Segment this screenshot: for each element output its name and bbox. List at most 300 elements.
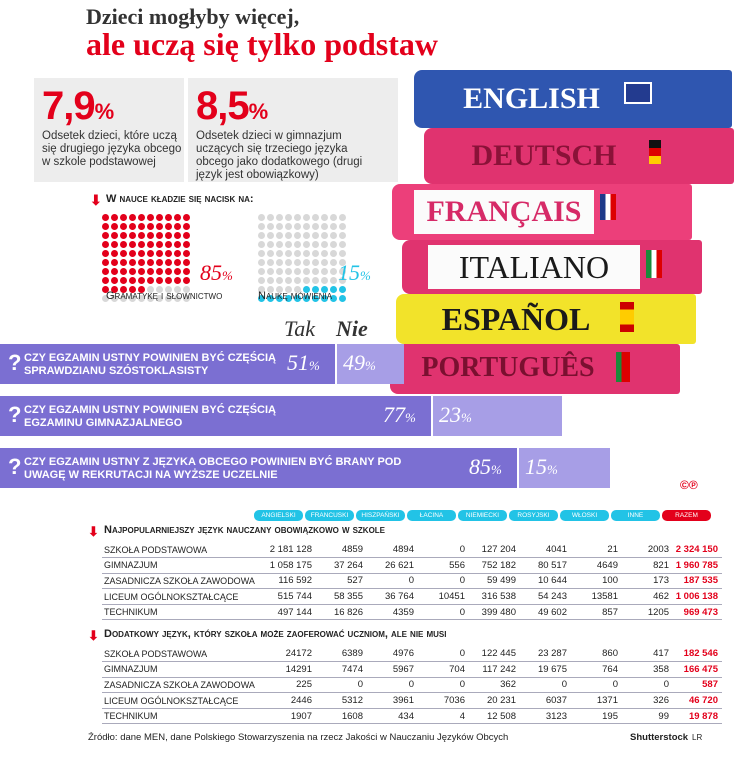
row-label: LICEUM OGÓLNOKSZTAŁCĄCE bbox=[102, 589, 265, 605]
poll-row bbox=[0, 396, 755, 436]
value-cell: 225 bbox=[265, 677, 316, 693]
dot-filled bbox=[147, 250, 154, 257]
dot-empty bbox=[312, 232, 319, 239]
dot-filled bbox=[129, 232, 136, 239]
value-cell: 0 bbox=[367, 677, 418, 693]
dot-filled bbox=[111, 250, 118, 257]
speaking-label: Naukę mówienia bbox=[258, 290, 333, 302]
value-cell: 100 bbox=[571, 573, 622, 589]
dot-empty bbox=[258, 277, 265, 284]
question-mark-icon: ? bbox=[8, 454, 22, 479]
row-label: ZASADNICZA SZKOŁA ZAWODOWA bbox=[102, 677, 265, 693]
dot-empty bbox=[312, 259, 319, 266]
stat-box-1 bbox=[34, 78, 184, 182]
dot-filled bbox=[138, 259, 145, 266]
value-cell: 4894 bbox=[367, 542, 418, 558]
value-cell: 3123 bbox=[520, 708, 571, 724]
dot-empty bbox=[312, 223, 319, 230]
dot-empty bbox=[267, 241, 274, 248]
value-cell: 462 bbox=[622, 589, 673, 605]
table-column-headers bbox=[254, 510, 713, 521]
dot-filled bbox=[183, 223, 190, 230]
value-cell: 4041 bbox=[520, 542, 571, 558]
dot-empty bbox=[303, 277, 310, 284]
dot-filled bbox=[120, 223, 127, 230]
dot-filled bbox=[111, 268, 118, 275]
dot-filled bbox=[183, 232, 190, 239]
value-cell: 80 517 bbox=[520, 558, 571, 574]
value-cell: 7036 bbox=[418, 693, 469, 709]
dot-empty bbox=[330, 232, 337, 239]
value-cell: 326 bbox=[622, 693, 673, 709]
footer-source: Źródło: dane MEN, dane Polskiego Stowarzyszenia na rzecz Jakości w Nauczaniu Języków Obcych bbox=[88, 732, 509, 743]
book-deutsch bbox=[424, 128, 734, 184]
dot-filled bbox=[129, 223, 136, 230]
poll-yes-value: 77% bbox=[383, 402, 416, 427]
row-label: GIMNAZJUM bbox=[102, 558, 265, 574]
footer-credit: Shutterstock bbox=[630, 732, 689, 743]
dot-filled bbox=[174, 223, 181, 230]
dot-filled bbox=[147, 268, 154, 275]
dot-empty bbox=[303, 250, 310, 257]
value-cell: 527 bbox=[316, 573, 367, 589]
dot-filled bbox=[165, 259, 172, 266]
value-cell: 13581 bbox=[571, 589, 622, 605]
poll-no-value: 49% bbox=[343, 350, 376, 375]
stat-1-value: 7,9% bbox=[42, 84, 114, 128]
dot-empty bbox=[330, 268, 337, 275]
poll-header-yes: Tak bbox=[284, 316, 315, 341]
dot-empty bbox=[276, 214, 283, 221]
dot-filled bbox=[147, 214, 154, 221]
value-cell: 116 592 bbox=[265, 573, 316, 589]
dot-empty bbox=[276, 268, 283, 275]
dot-empty bbox=[267, 268, 274, 275]
title-line1: Dzieci mogłyby więcej, bbox=[86, 4, 300, 29]
value-cell: 2446 bbox=[265, 693, 316, 709]
value-cell: 26 621 bbox=[367, 558, 418, 574]
value-cell: 5967 bbox=[367, 662, 418, 678]
row-label: SZKOŁA PODSTAWOWA bbox=[102, 542, 265, 558]
dot-empty bbox=[276, 250, 283, 257]
dot-filled bbox=[165, 277, 172, 284]
dot-empty bbox=[294, 214, 301, 221]
value-cell: 860 bbox=[571, 646, 622, 662]
dot-filled bbox=[138, 250, 145, 257]
table-row bbox=[102, 662, 722, 678]
dot-filled bbox=[120, 268, 127, 275]
spanish-flag-icon bbox=[620, 302, 634, 332]
dot-filled bbox=[156, 277, 163, 284]
column-header: ROSYJSKI bbox=[509, 510, 558, 521]
table-row bbox=[102, 589, 722, 605]
value-cell: 117 242 bbox=[469, 662, 520, 678]
dot-filled bbox=[102, 232, 109, 239]
value-cell: 21 bbox=[571, 542, 622, 558]
poll-header-no: Nie bbox=[336, 316, 368, 341]
total-cell: 187 535 bbox=[673, 573, 722, 589]
dot-filled bbox=[147, 223, 154, 230]
dot-filled bbox=[111, 232, 118, 239]
value-cell: 316 538 bbox=[469, 589, 520, 605]
dot-filled bbox=[156, 214, 163, 221]
dot-filled bbox=[120, 250, 127, 257]
dot-empty bbox=[303, 214, 310, 221]
dot-empty bbox=[330, 223, 337, 230]
dot-empty bbox=[303, 241, 310, 248]
dot-filled bbox=[165, 232, 172, 239]
emphasis-heading: W nauce kładzie się nacisk na: bbox=[106, 193, 254, 205]
book-espanol-label: ESPAÑOL bbox=[416, 297, 616, 341]
value-cell: 0 bbox=[367, 573, 418, 589]
dot-filled bbox=[138, 214, 145, 221]
dot-empty bbox=[303, 232, 310, 239]
column-header: RAZEM bbox=[662, 510, 711, 521]
value-cell: 362 bbox=[469, 677, 520, 693]
dot-filled bbox=[174, 268, 181, 275]
dot-empty bbox=[285, 223, 292, 230]
value-cell: 195 bbox=[571, 708, 622, 724]
book-deutsch-label: DEUTSCH bbox=[444, 136, 644, 176]
dot-empty bbox=[258, 223, 265, 230]
dot-filled bbox=[147, 232, 154, 239]
value-cell: 12 508 bbox=[469, 708, 520, 724]
stat-box-2 bbox=[188, 78, 398, 182]
dot-filled bbox=[138, 232, 145, 239]
dot-empty bbox=[258, 232, 265, 239]
table1-title: Najpopularniejszy język nauczany obowiązkowo w szkole bbox=[104, 524, 386, 536]
dot-filled bbox=[156, 232, 163, 239]
value-cell: 6037 bbox=[520, 693, 571, 709]
dot-filled bbox=[102, 268, 109, 275]
dot-empty bbox=[321, 259, 328, 266]
dot-empty bbox=[294, 241, 301, 248]
total-cell: 19 878 bbox=[673, 708, 722, 724]
value-cell: 515 744 bbox=[265, 589, 316, 605]
dot-filled bbox=[147, 259, 154, 266]
value-cell: 0 bbox=[418, 573, 469, 589]
dot-filled bbox=[120, 241, 127, 248]
dot-empty bbox=[294, 223, 301, 230]
dot-filled bbox=[174, 241, 181, 248]
dot-empty bbox=[339, 214, 346, 221]
dot-empty bbox=[267, 223, 274, 230]
value-cell: 0 bbox=[418, 604, 469, 620]
row-label: LICEUM OGÓLNOKSZTAŁCĄCE bbox=[102, 693, 265, 709]
value-cell: 14291 bbox=[265, 662, 316, 678]
dot-empty bbox=[258, 250, 265, 257]
poll-no-value: 15% bbox=[525, 454, 558, 479]
value-cell: 24172 bbox=[265, 646, 316, 662]
dot-empty bbox=[285, 232, 292, 239]
arrow-down-icon: ⬇ bbox=[90, 192, 102, 208]
dot-empty bbox=[321, 268, 328, 275]
poll-yes-value: 85% bbox=[469, 454, 502, 479]
dot-filled bbox=[165, 214, 172, 221]
dot-empty bbox=[339, 223, 346, 230]
dot-filled bbox=[138, 268, 145, 275]
dot-filled bbox=[174, 259, 181, 266]
dot-empty bbox=[294, 259, 301, 266]
dot-empty bbox=[330, 277, 337, 284]
row-label: GIMNAZJUM bbox=[102, 662, 265, 678]
value-cell: 4976 bbox=[367, 646, 418, 662]
column-header: INNE bbox=[611, 510, 660, 521]
poll-yes-value: 51% bbox=[287, 350, 320, 375]
table-row bbox=[102, 573, 722, 589]
dot-empty bbox=[321, 223, 328, 230]
value-cell: 2 181 128 bbox=[265, 542, 316, 558]
speaking-percent: 15% bbox=[338, 260, 371, 285]
dot-empty bbox=[312, 241, 319, 248]
dot-filled bbox=[129, 241, 136, 248]
dot-empty bbox=[285, 259, 292, 266]
table-row bbox=[102, 693, 722, 709]
dot-filled bbox=[111, 259, 118, 266]
dot-empty bbox=[294, 232, 301, 239]
value-cell: 0 bbox=[418, 646, 469, 662]
dot-filled bbox=[120, 259, 127, 266]
value-cell: 0 bbox=[418, 542, 469, 558]
value-cell: 4 bbox=[418, 708, 469, 724]
value-cell: 704 bbox=[418, 662, 469, 678]
value-cell: 556 bbox=[418, 558, 469, 574]
dot-filled bbox=[183, 214, 190, 221]
dot-filled bbox=[165, 241, 172, 248]
stat-2-value: 8,5% bbox=[196, 84, 268, 128]
book-francais bbox=[392, 184, 692, 240]
value-cell: 0 bbox=[520, 677, 571, 693]
grammar-label: Gramatykę i słownictwo bbox=[106, 290, 223, 302]
dot-empty bbox=[312, 277, 319, 284]
dot-empty bbox=[267, 277, 274, 284]
total-cell: 182 546 bbox=[673, 646, 722, 662]
dot-grid-speaking bbox=[258, 214, 346, 302]
dot-filled bbox=[129, 214, 136, 221]
dot-filled bbox=[147, 241, 154, 248]
dot-empty bbox=[330, 214, 337, 221]
uk-flag-icon bbox=[624, 82, 652, 104]
dot-empty bbox=[267, 259, 274, 266]
book-english bbox=[414, 70, 732, 128]
dot-empty bbox=[285, 268, 292, 275]
dot-filled bbox=[102, 250, 109, 257]
value-cell: 2003 bbox=[622, 542, 673, 558]
dot-filled bbox=[111, 223, 118, 230]
value-cell: 6389 bbox=[316, 646, 367, 662]
dot-filled bbox=[165, 268, 172, 275]
column-header: ANGIELSKI bbox=[254, 510, 303, 521]
value-cell: 4859 bbox=[316, 542, 367, 558]
dot-empty bbox=[330, 259, 337, 266]
value-cell: 54 243 bbox=[520, 589, 571, 605]
dot-empty bbox=[312, 268, 319, 275]
value-cell: 4359 bbox=[367, 604, 418, 620]
dot-empty bbox=[303, 223, 310, 230]
dot-empty bbox=[294, 277, 301, 284]
total-cell: 166 475 bbox=[673, 662, 722, 678]
value-cell: 58 355 bbox=[316, 589, 367, 605]
row-label: SZKOŁA PODSTAWOWA bbox=[102, 646, 265, 662]
dot-filled bbox=[156, 223, 163, 230]
dot-empty bbox=[258, 214, 265, 221]
dot-empty bbox=[312, 214, 319, 221]
value-cell: 0 bbox=[316, 677, 367, 693]
table-row bbox=[102, 558, 722, 574]
dot-empty bbox=[321, 250, 328, 257]
dot-filled bbox=[183, 259, 190, 266]
value-cell: 16 826 bbox=[316, 604, 367, 620]
value-cell: 36 764 bbox=[367, 589, 418, 605]
table-row bbox=[102, 542, 722, 558]
dot-filled bbox=[174, 250, 181, 257]
dot-empty bbox=[258, 241, 265, 248]
cc-mark: ©℗ bbox=[680, 478, 698, 492]
dot-empty bbox=[294, 268, 301, 275]
poll-question: CZY EGZAMIN USTNY Z JĘZYKA OBCEGO POWINIEN BYĆ BRANY POD UWAGĘ W REKRUTACJI NA WYŻSZE UCZELNIE bbox=[24, 456, 402, 481]
value-cell: 358 bbox=[622, 662, 673, 678]
column-header: FRANCUSKI bbox=[305, 510, 354, 521]
value-cell: 173 bbox=[622, 573, 673, 589]
dot-filled bbox=[174, 232, 181, 239]
poll-row bbox=[0, 448, 755, 488]
dot-filled bbox=[339, 295, 346, 302]
dot-empty bbox=[321, 241, 328, 248]
dot-filled bbox=[102, 223, 109, 230]
value-cell: 37 264 bbox=[316, 558, 367, 574]
dot-empty bbox=[330, 250, 337, 257]
dot-empty bbox=[276, 223, 283, 230]
question-mark-icon: ? bbox=[8, 350, 22, 375]
total-cell: 1 006 138 bbox=[673, 589, 722, 605]
german-flag-icon bbox=[649, 140, 661, 164]
value-cell: 752 182 bbox=[469, 558, 520, 574]
dot-empty bbox=[285, 214, 292, 221]
dot-filled bbox=[147, 277, 154, 284]
dot-filled bbox=[165, 223, 172, 230]
row-label: TECHNIKUM bbox=[102, 708, 265, 724]
dot-empty bbox=[276, 277, 283, 284]
dot-filled bbox=[174, 214, 181, 221]
question-mark-icon: ? bbox=[8, 402, 22, 427]
dot-filled bbox=[102, 214, 109, 221]
table-mandatory-languages bbox=[102, 542, 722, 620]
total-cell: 969 473 bbox=[673, 604, 722, 620]
value-cell: 0 bbox=[418, 677, 469, 693]
italian-flag-icon bbox=[646, 250, 662, 278]
value-cell: 399 480 bbox=[469, 604, 520, 620]
dot-empty bbox=[285, 250, 292, 257]
book-english-label: ENGLISH bbox=[444, 78, 619, 120]
dot-filled bbox=[339, 286, 346, 293]
dot-filled bbox=[183, 268, 190, 275]
arrow-down-icon: ⬇ bbox=[88, 524, 99, 539]
value-cell: 764 bbox=[571, 662, 622, 678]
row-label: TECHNIKUM bbox=[102, 604, 265, 620]
dot-empty bbox=[285, 241, 292, 248]
dot-filled bbox=[165, 250, 172, 257]
value-cell: 497 144 bbox=[265, 604, 316, 620]
dot-filled bbox=[129, 250, 136, 257]
dot-empty bbox=[258, 268, 265, 275]
book-italiano bbox=[402, 240, 702, 294]
value-cell: 4649 bbox=[571, 558, 622, 574]
value-cell: 99 bbox=[622, 708, 673, 724]
book-francais-label: FRANÇAIS bbox=[414, 190, 594, 234]
poll-question: CZY EGZAMIN USTNY POWINIEN BYĆ CZĘŚCIĄ EGZAMINU GIMNAZJALNEGO bbox=[24, 404, 277, 429]
value-cell: 1371 bbox=[571, 693, 622, 709]
dot-filled bbox=[111, 241, 118, 248]
total-cell: 2 324 150 bbox=[673, 542, 722, 558]
value-cell: 1 058 175 bbox=[265, 558, 316, 574]
row-label: ZASADNICZA SZKOŁA ZAWODOWA bbox=[102, 573, 265, 589]
total-cell: 1 960 785 bbox=[673, 558, 722, 574]
poll-question: CZY EGZAMIN USTNY POWINIEN BYĆ CZĘŚCIĄ SPRAWDZIANU SZÓSTOKLASISTY bbox=[24, 352, 277, 377]
column-header: ŁACINA bbox=[407, 510, 456, 521]
dot-filled bbox=[183, 250, 190, 257]
value-cell: 7474 bbox=[316, 662, 367, 678]
table-row bbox=[102, 677, 722, 693]
value-cell: 821 bbox=[622, 558, 673, 574]
value-cell: 434 bbox=[367, 708, 418, 724]
value-cell: 1608 bbox=[316, 708, 367, 724]
value-cell: 5312 bbox=[316, 693, 367, 709]
dot-grid-grammar bbox=[102, 214, 190, 302]
value-cell: 0 bbox=[622, 677, 673, 693]
dot-filled bbox=[156, 259, 163, 266]
french-flag-icon bbox=[600, 194, 616, 220]
dot-empty bbox=[267, 232, 274, 239]
dot-filled bbox=[120, 277, 127, 284]
dot-empty bbox=[267, 250, 274, 257]
grammar-percent: 85% bbox=[200, 260, 233, 285]
total-cell: 46 720 bbox=[673, 693, 722, 709]
book-italiano-label: ITALIANO bbox=[428, 245, 640, 289]
dot-empty bbox=[258, 259, 265, 266]
dot-filled bbox=[102, 259, 109, 266]
value-cell: 127 204 bbox=[469, 542, 520, 558]
dot-empty bbox=[330, 241, 337, 248]
value-cell: 23 287 bbox=[520, 646, 571, 662]
footer-initials: LR bbox=[692, 733, 703, 742]
dot-filled bbox=[111, 214, 118, 221]
table-additional-languages bbox=[102, 646, 722, 724]
dot-filled bbox=[156, 268, 163, 275]
dot-filled bbox=[138, 277, 145, 284]
dot-empty bbox=[339, 241, 346, 248]
table-row bbox=[102, 708, 722, 724]
column-header: HISZPAŃSKI bbox=[356, 510, 405, 521]
poll-row bbox=[0, 344, 755, 384]
dot-empty bbox=[312, 250, 319, 257]
total-cell: 587 bbox=[673, 677, 722, 693]
dot-filled bbox=[156, 241, 163, 248]
dot-empty bbox=[339, 232, 346, 239]
dot-filled bbox=[183, 241, 190, 248]
dot-empty bbox=[321, 277, 328, 284]
dot-empty bbox=[321, 232, 328, 239]
dot-empty bbox=[294, 250, 301, 257]
dot-filled bbox=[129, 259, 136, 266]
dot-filled bbox=[129, 268, 136, 275]
stat-1-text: Odsetek dzieci, które uczą się drugiego języka obcego w szkole podstawowej bbox=[42, 130, 182, 168]
dot-empty bbox=[267, 214, 274, 221]
arrow-down-icon: ⬇ bbox=[88, 628, 99, 643]
book-espanol bbox=[396, 294, 696, 344]
dot-filled bbox=[129, 277, 136, 284]
value-cell: 417 bbox=[622, 646, 673, 662]
dot-empty bbox=[285, 277, 292, 284]
